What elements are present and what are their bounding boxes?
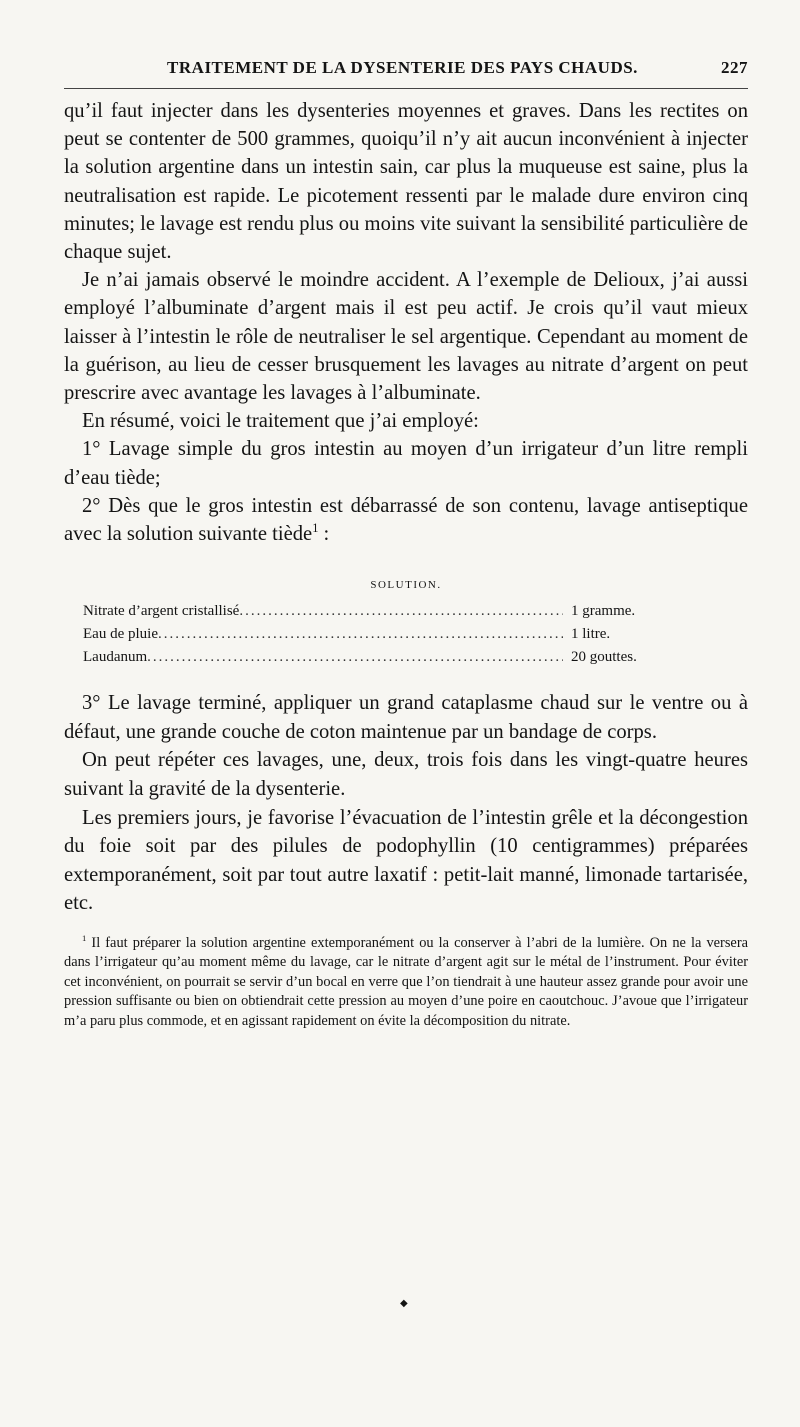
page-number: 227 [721, 58, 748, 77]
solution-recipe [64, 574, 748, 669]
running-title: TRAITEMENT DE LA DYSENTERIE DES PAYS CHAUDS. [167, 58, 638, 77]
footnote-text: Il faut préparer la solution argentine extemporanément ou la conserver à l’abri de la lumière. On ne la versera dans l’irrigateur qu’au moment même du lavage, car le nitrate d’argent agit sur le métal de l’instrument. Pour éviter cet inconvénient, on pourrait se servir d’un bocal en verre que l’on tiendrait à une hauteur assez grande pour avoir une pression suffisante ou bien on obtiendrait cette pression au moyen d’une poire en caoutchouc. J’avoue que l’irrigateur m’a paru plus commode, et en agissant rapidement on évite la décomposition du nitrate. [64, 935, 748, 1029]
printer-mark-icon: ◆ [400, 1298, 408, 1309]
footnote-marker: 1 [82, 933, 87, 944]
paragraph: qu’il faut injecter dans les dysenteries moyennes et graves. Dans les rectites on peut se contenter de 500 grammes, quoiqu’il n’y ait aucun inconvénient à injecter la solution argentine dans un intestin sain, car plus la muqueuse est saine, plus la neutralisation est rapide. Le picotement ressenti par le malade dure environ cinq minutes; le lavage est rendu plus ou moins vite suivant la sensibilité particulière de chaque sujet. [64, 100, 748, 264]
paragraph: On peut répéter ces lavages, une, deux, trois fois dans les vingt-quatre heures suivant la gravité de la dysenterie. [64, 749, 748, 801]
ingredient-name: Nitrate d’argent cristallisé [83, 603, 240, 620]
main-text-continued [64, 689, 748, 918]
recipe-row [83, 600, 675, 623]
list-item-tail: : [318, 523, 330, 546]
solution-heading: SOLUTION. [370, 579, 442, 592]
main-text [64, 97, 748, 548]
list-item: 1° Lavage simple du gros intestin au moyen d’un irrigateur d’un litre rempli d’eau tiède; [64, 438, 748, 489]
list-item: 3° Le lavage terminé, appliquer un grand cataplasme chaud sur le ventre ou à défaut, une grande couche de coton maintenue par un bandage de corps. [64, 692, 748, 743]
leader-dots [239, 600, 563, 623]
footnote-reference: 1 [312, 521, 319, 536]
ingredient-quantity: 20 gouttes. [571, 649, 637, 666]
leader-dots [158, 623, 563, 646]
paragraph: Je n’ai jamais observé le moindre accident. A l’exemple de Delioux, j’ai aussi employé l’albuminate d’argent mais il est peu actif. Je crois qu’il vaut mieux laisser à l’intestin le rôle de neutraliser le sel argentique. Cependant au moment de la guérison, au lieu de cesser brusquement les lavages au nitrate d’argent on peut prescrire avec avantage les lavages à l’albuminate. [64, 269, 748, 405]
paragraph: En résumé, voici le traitement que j’ai employé: [82, 410, 479, 433]
leader-dots [147, 646, 563, 669]
list-item-text: 2° Dès que le gros intestin est débarrassé de son contenu, lavage antiseptique avec la solution suivante tiède [64, 494, 748, 546]
ingredient-name: Eau de pluie [83, 626, 158, 643]
book-page [64, 58, 748, 1388]
list-item [64, 492, 748, 548]
paragraph: Les premiers jours, je favorise l’évacuation de l’intestin grêle et la décongestion du foie soit par des pilules de podophyllin (10 centigrammes) préparées extemporanément, soit par tout autre laxatif : petit-lait manné, limonade tartarisée, etc. [64, 806, 748, 915]
ingredient-quantity: 1 litre. [571, 626, 611, 643]
recipe-row [83, 623, 675, 646]
footnote [64, 934, 748, 1031]
ingredient-quantity: 1 gramme. [571, 603, 636, 620]
ingredient-name: Laudanum [83, 649, 148, 666]
recipe-row [83, 646, 675, 669]
running-head [64, 58, 748, 89]
